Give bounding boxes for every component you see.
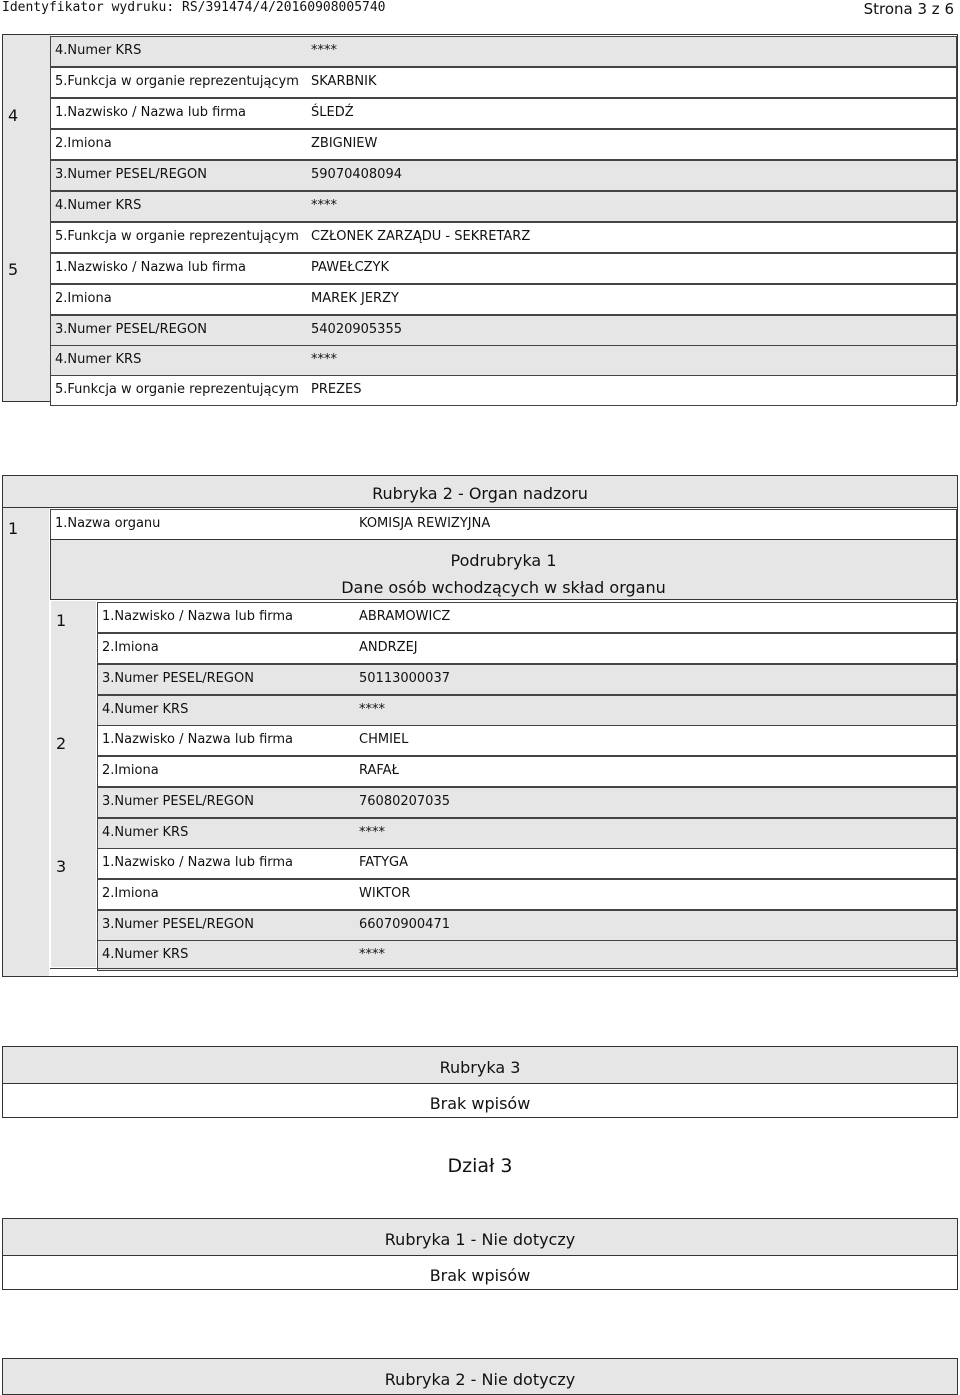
field-label: 5.Funkcja w organie reprezentującym xyxy=(55,74,299,89)
field-value: 59070408094 xyxy=(311,167,402,182)
field-label: 1.Nazwisko / Nazwa lub firma xyxy=(102,855,294,870)
field-label: 3.Numer PESEL/REGON xyxy=(102,671,254,686)
field-label: 1.Nazwisko / Nazwa lub firma xyxy=(55,105,247,120)
field-value: CHMIEL xyxy=(359,732,409,747)
field-row xyxy=(97,848,957,879)
dzial3-rubryka2-title: Rubryka 2 - Nie dotyczy xyxy=(384,1370,576,1389)
field-row xyxy=(97,633,957,664)
field-row xyxy=(50,284,957,315)
field-label: 5.Funkcja w organie reprezentującym xyxy=(55,229,299,244)
field-label: 1.Nazwisko / Nazwa lub firma xyxy=(55,260,247,275)
field-label: 1.Nazwisko / Nazwa lub firma xyxy=(102,609,294,624)
podrubryka-subtitle: Dane osób wchodzących w skład organu xyxy=(341,578,666,597)
podrubryka-title: Podrubryka 1 xyxy=(450,551,557,570)
field-value: SKARBNIK xyxy=(311,74,377,89)
index-column xyxy=(3,508,49,976)
field-value: ANDRZEJ xyxy=(359,640,418,655)
field-value: KOMISJA REWIZYJNA xyxy=(359,516,491,531)
field-label: 5.Funkcja w organie reprezentującym xyxy=(55,382,299,397)
field-value: 76080207035 xyxy=(359,794,450,809)
field-value: FATYGA xyxy=(359,855,409,870)
field-row xyxy=(50,253,957,284)
field-row xyxy=(50,129,957,160)
field-row xyxy=(50,36,957,67)
page-number: Strona 3 z 6 xyxy=(863,0,954,18)
dzial3-rubryka1-status: Brak wpisów xyxy=(429,1266,531,1285)
field-row xyxy=(50,315,957,346)
field-value: **** xyxy=(311,43,337,58)
field-row xyxy=(97,725,957,756)
field-value: **** xyxy=(359,702,385,717)
field-row xyxy=(97,879,957,910)
field-row xyxy=(50,160,957,191)
print-identifier: Identyfikator wydruku: RS/391474/4/20160908005740 xyxy=(2,0,386,15)
field-value: PREZES xyxy=(311,382,362,397)
print-header xyxy=(0,0,960,18)
field-row xyxy=(97,756,957,787)
field-label: 4.Numer KRS xyxy=(55,352,142,367)
field-row xyxy=(97,695,957,726)
field-label: 4.Numer KRS xyxy=(102,947,189,962)
field-label: 2.Imiona xyxy=(55,291,112,306)
member-index: 2 xyxy=(56,734,67,753)
field-value: MAREK JERZY xyxy=(311,291,399,306)
field-label: 2.Imiona xyxy=(102,886,159,901)
rubryka3-status: Brak wpisów xyxy=(429,1094,531,1113)
field-value: **** xyxy=(359,947,385,962)
field-value: 66070900471 xyxy=(359,917,450,932)
field-value: **** xyxy=(359,825,385,840)
field-label: 2.Imiona xyxy=(102,640,159,655)
field-value: 50113000037 xyxy=(359,671,450,686)
field-value: **** xyxy=(311,198,337,213)
section-divider xyxy=(50,968,957,969)
field-row xyxy=(97,787,957,818)
field-label: 3.Numer PESEL/REGON xyxy=(102,794,254,809)
organ-name-row xyxy=(50,509,957,540)
field-value: WIKTOR xyxy=(359,886,411,901)
field-label: 1.Nazwa organu xyxy=(55,516,161,531)
dzial3-rubryka1-title: Rubryka 1 - Nie dotyczy xyxy=(384,1230,576,1249)
field-value: **** xyxy=(311,352,337,367)
rubryka3-title: Rubryka 3 xyxy=(439,1058,521,1077)
field-row xyxy=(50,67,957,98)
person-index: 4 xyxy=(8,106,19,125)
field-label: 2.Imiona xyxy=(102,763,159,778)
field-label: 4.Numer KRS xyxy=(55,198,142,213)
index-column xyxy=(3,35,51,401)
field-row xyxy=(50,375,957,406)
field-label: 3.Numer PESEL/REGON xyxy=(55,322,207,337)
field-label: 4.Numer KRS xyxy=(102,825,189,840)
field-label: 4.Numer KRS xyxy=(55,43,142,58)
field-row xyxy=(50,98,957,129)
field-value: RAFAŁ xyxy=(359,763,399,778)
field-value: ZBIGNIEW xyxy=(311,136,378,151)
field-label: 1.Nazwisko / Nazwa lub firma xyxy=(102,732,294,747)
field-label: 2.Imiona xyxy=(55,136,112,151)
field-label: 3.Numer PESEL/REGON xyxy=(102,917,254,932)
field-value: ŚLEDŹ xyxy=(311,105,354,120)
entry-index: 1 xyxy=(8,519,19,538)
field-row xyxy=(97,602,957,633)
field-value: 54020905355 xyxy=(311,322,402,337)
member-index: 3 xyxy=(56,857,67,876)
person-index: 5 xyxy=(8,260,19,279)
member-index: 1 xyxy=(56,611,67,630)
field-row xyxy=(97,664,957,695)
field-value: CZŁONEK ZARZĄDU - SEKRETARZ xyxy=(311,229,531,244)
dzial3-title: Dział 3 xyxy=(447,1155,513,1177)
field-row xyxy=(50,345,957,376)
field-row xyxy=(50,191,957,222)
field-label: 4.Numer KRS xyxy=(102,702,189,717)
member-index-column xyxy=(51,601,96,967)
field-value: PAWEŁCZYK xyxy=(311,260,390,275)
field-row xyxy=(50,222,957,253)
field-value: ABRAMOWICZ xyxy=(359,609,451,624)
rubryka2-title: Rubryka 2 - Organ nadzoru xyxy=(372,484,588,503)
field-row xyxy=(97,910,957,941)
field-row xyxy=(97,940,957,971)
field-label: 3.Numer PESEL/REGON xyxy=(55,167,207,182)
field-row xyxy=(97,818,957,849)
